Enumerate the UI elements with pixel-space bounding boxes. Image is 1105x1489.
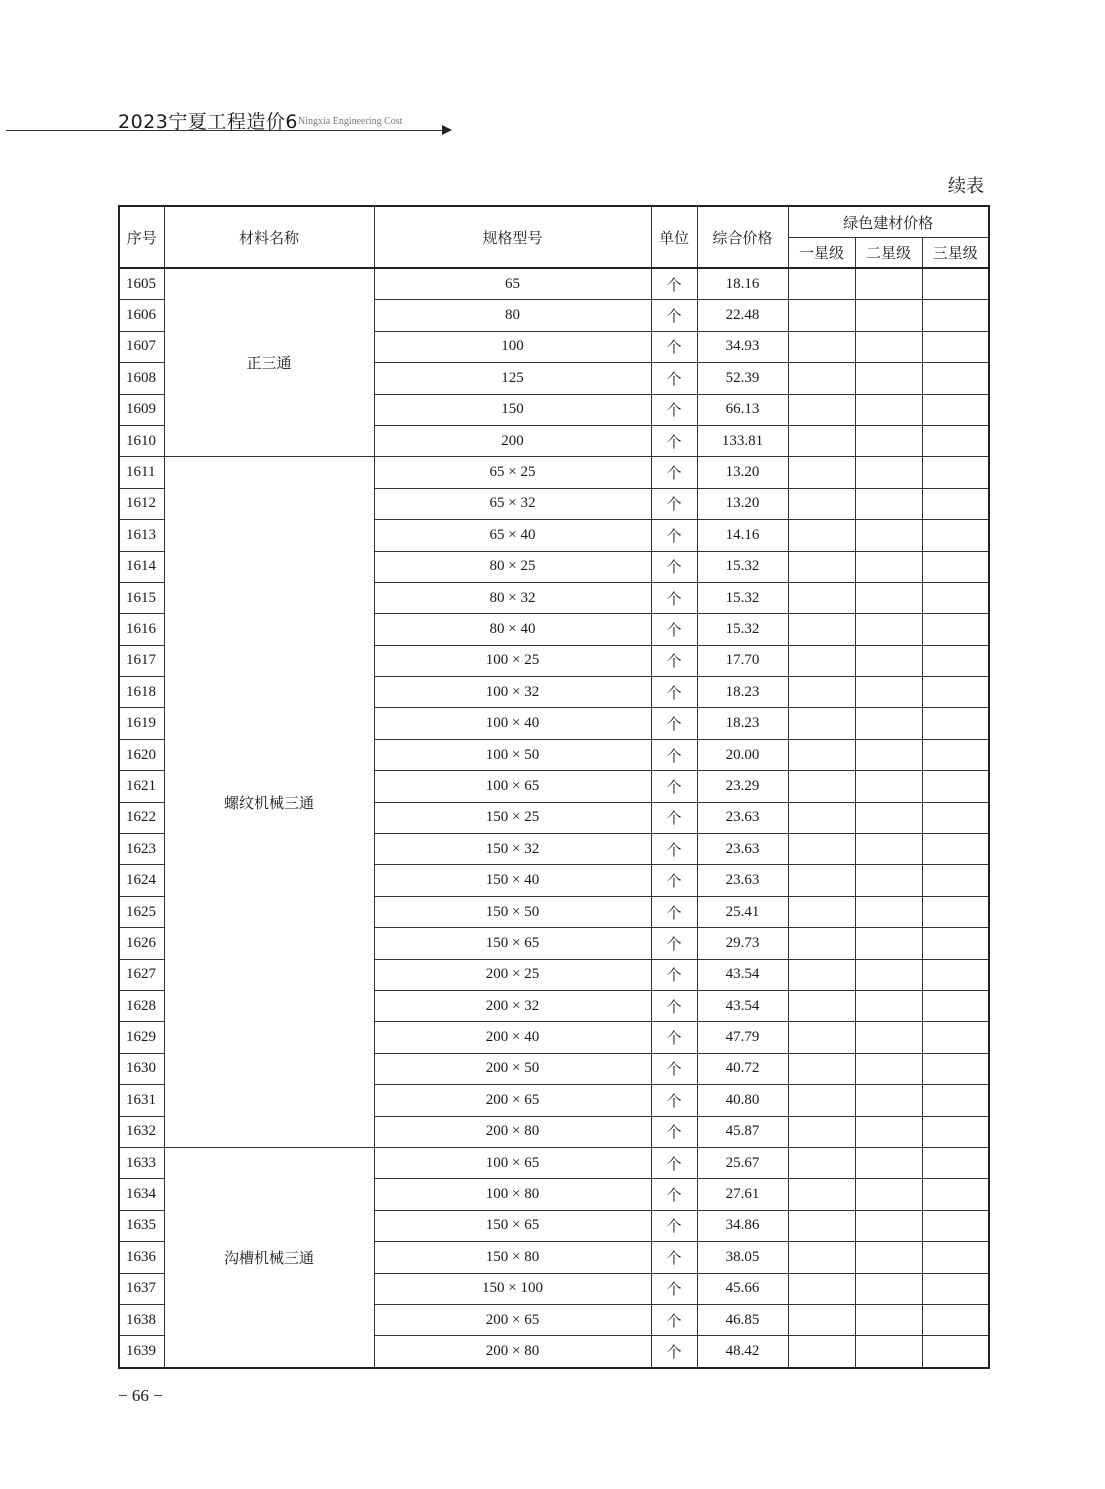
cell-unit: 个 [651, 394, 697, 425]
cell-seq: 1632 [119, 1116, 164, 1147]
cell-unit: 个 [651, 268, 697, 300]
cell-spec: 100 × 40 [374, 708, 651, 739]
cell-star2 [855, 1179, 922, 1210]
cell-seq: 1630 [119, 1053, 164, 1084]
cell-star2 [855, 1116, 922, 1147]
cell-unit: 个 [651, 928, 697, 959]
cell-unit: 个 [651, 645, 697, 676]
cell-seq: 1628 [119, 990, 164, 1021]
cell-spec: 80 [374, 300, 651, 331]
cell-spec: 200 × 65 [374, 1304, 651, 1335]
cell-price: 25.41 [697, 896, 788, 927]
cell-unit: 个 [651, 1304, 697, 1335]
cell-spec: 200 × 32 [374, 990, 651, 1021]
cell-star1 [788, 802, 855, 833]
cell-star2 [855, 268, 922, 300]
cell-spec: 65 × 32 [374, 488, 651, 519]
cell-star2 [855, 520, 922, 551]
cell-price: 25.67 [697, 1147, 788, 1178]
cell-star1 [788, 1116, 855, 1147]
cell-star1 [788, 834, 855, 865]
cell-price: 23.29 [697, 771, 788, 802]
cell-spec: 125 [374, 363, 651, 394]
cell-star2 [855, 771, 922, 802]
cell-star3 [922, 896, 989, 927]
cell-price: 15.32 [697, 614, 788, 645]
cell-spec: 150 × 100 [374, 1273, 651, 1304]
cell-star3 [922, 488, 989, 519]
cell-price: 48.42 [697, 1336, 788, 1368]
journal-title: 2023宁夏工程造价6 [118, 111, 298, 133]
cell-star1 [788, 614, 855, 645]
cell-star1 [788, 771, 855, 802]
cell-price: 47.79 [697, 1022, 788, 1053]
cell-star2 [855, 1085, 922, 1116]
cell-star3 [922, 1179, 989, 1210]
cell-spec: 200 × 50 [374, 1053, 651, 1084]
cell-star3 [922, 551, 989, 582]
cell-star1 [788, 1022, 855, 1053]
header-price: 综合价格 [697, 206, 788, 268]
cell-star1 [788, 1304, 855, 1335]
cell-star3 [922, 677, 989, 708]
cell-price: 27.61 [697, 1179, 788, 1210]
cell-unit: 个 [651, 1336, 697, 1368]
cell-spec: 100 × 80 [374, 1179, 651, 1210]
cell-price: 40.72 [697, 1053, 788, 1084]
cell-seq: 1606 [119, 300, 164, 331]
cell-star3 [922, 1210, 989, 1241]
cell-seq: 1613 [119, 520, 164, 551]
cell-spec: 80 × 32 [374, 582, 651, 613]
cell-star1 [788, 1273, 855, 1304]
cell-star1 [788, 1210, 855, 1241]
cell-star2 [855, 677, 922, 708]
cell-seq: 1609 [119, 394, 164, 425]
cell-star2 [855, 457, 922, 488]
continued-label: 续表 [948, 176, 984, 197]
cell-star1 [788, 457, 855, 488]
cell-star3 [922, 865, 989, 896]
cell-spec: 80 × 25 [374, 551, 651, 582]
header-seq: 序号 [119, 206, 164, 268]
cell-star1 [788, 1242, 855, 1273]
cell-star1 [788, 551, 855, 582]
cell-star2 [855, 959, 922, 990]
cell-price: 40.80 [697, 1085, 788, 1116]
cell-star3 [922, 425, 989, 456]
cell-unit: 个 [651, 896, 697, 927]
cell-unit: 个 [651, 1053, 697, 1084]
cell-price: 46.85 [697, 1304, 788, 1335]
cell-star3 [922, 268, 989, 300]
cell-star2 [855, 331, 922, 362]
cell-unit: 个 [651, 300, 697, 331]
cell-seq: 1621 [119, 771, 164, 802]
cell-star2 [855, 928, 922, 959]
cell-star3 [922, 331, 989, 362]
cell-price: 29.73 [697, 928, 788, 959]
cell-price: 20.00 [697, 739, 788, 770]
cell-star3 [922, 771, 989, 802]
cell-seq: 1622 [119, 802, 164, 833]
cell-unit: 个 [651, 834, 697, 865]
cell-star1 [788, 677, 855, 708]
table-row [119, 457, 989, 488]
cell-unit: 个 [651, 802, 697, 833]
cell-seq: 1620 [119, 739, 164, 770]
cell-star1 [788, 739, 855, 770]
cell-spec: 200 [374, 425, 651, 456]
cell-seq: 1634 [119, 1179, 164, 1210]
cell-seq: 1623 [119, 834, 164, 865]
cell-unit: 个 [651, 771, 697, 802]
cell-star2 [855, 582, 922, 613]
cell-price: 18.16 [697, 268, 788, 300]
header-green-price: 绿色建材价格 [788, 206, 989, 238]
cell-star2 [855, 1210, 922, 1241]
cell-star2 [855, 425, 922, 456]
cell-material-name: 螺纹机械三通 [164, 457, 374, 1148]
cell-unit: 个 [651, 488, 697, 519]
cell-spec: 200 × 80 [374, 1116, 651, 1147]
cell-seq: 1611 [119, 457, 164, 488]
header-unit: 单位 [651, 206, 697, 268]
cell-star1 [788, 928, 855, 959]
cell-star1 [788, 708, 855, 739]
cell-star3 [922, 1116, 989, 1147]
cell-star3 [922, 802, 989, 833]
cell-seq: 1618 [119, 677, 164, 708]
cell-star2 [855, 1304, 922, 1335]
cell-unit: 个 [651, 1273, 697, 1304]
header-star1: 一星级 [788, 238, 855, 269]
cell-star2 [855, 614, 922, 645]
cell-star1 [788, 300, 855, 331]
cell-star2 [855, 1242, 922, 1273]
cell-star2 [855, 645, 922, 676]
cell-star1 [788, 1336, 855, 1368]
cell-price: 15.32 [697, 551, 788, 582]
cell-star3 [922, 582, 989, 613]
cell-price: 133.81 [697, 425, 788, 456]
cell-spec: 150 × 65 [374, 1210, 651, 1241]
cell-spec: 150 × 50 [374, 896, 651, 927]
cell-star3 [922, 1273, 989, 1304]
cell-seq: 1605 [119, 268, 164, 300]
cell-material-name: 正三通 [164, 268, 374, 457]
cell-seq: 1612 [119, 488, 164, 519]
cell-star3 [922, 1336, 989, 1368]
cell-price: 17.70 [697, 645, 788, 676]
cell-star2 [855, 300, 922, 331]
cell-unit: 个 [651, 363, 697, 394]
cell-spec: 200 × 25 [374, 959, 651, 990]
cell-star2 [855, 990, 922, 1021]
cell-unit: 个 [651, 1085, 697, 1116]
cell-star2 [855, 1336, 922, 1368]
cell-seq: 1626 [119, 928, 164, 959]
cell-price: 23.63 [697, 802, 788, 833]
cell-price: 14.16 [697, 520, 788, 551]
cell-spec: 150 × 65 [374, 928, 651, 959]
cell-price: 15.32 [697, 582, 788, 613]
cell-star3 [922, 1147, 989, 1178]
cell-unit: 个 [651, 551, 697, 582]
cell-star2 [855, 1273, 922, 1304]
cell-price: 18.23 [697, 708, 788, 739]
cell-spec: 100 [374, 331, 651, 362]
cell-star1 [788, 990, 855, 1021]
cell-star1 [788, 896, 855, 927]
cell-star3 [922, 645, 989, 676]
cell-seq: 1638 [119, 1304, 164, 1335]
cell-seq: 1637 [119, 1273, 164, 1304]
cell-unit: 个 [651, 1116, 697, 1147]
cell-price: 18.23 [697, 677, 788, 708]
cell-star3 [922, 1085, 989, 1116]
cell-star1 [788, 582, 855, 613]
cell-price: 66.13 [697, 394, 788, 425]
cell-star1 [788, 363, 855, 394]
cell-star3 [922, 394, 989, 425]
cell-price: 38.05 [697, 1242, 788, 1273]
table-row [119, 1147, 989, 1178]
cell-star1 [788, 520, 855, 551]
cell-unit: 个 [651, 582, 697, 613]
cell-star2 [855, 802, 922, 833]
cell-seq: 1619 [119, 708, 164, 739]
cell-price: 52.39 [697, 363, 788, 394]
cell-unit: 个 [651, 990, 697, 1021]
cell-star3 [922, 520, 989, 551]
cell-seq: 1635 [119, 1210, 164, 1241]
cell-seq: 1639 [119, 1336, 164, 1368]
cell-unit: 个 [651, 331, 697, 362]
table-row [119, 268, 989, 300]
cell-unit: 个 [651, 677, 697, 708]
cell-seq: 1608 [119, 363, 164, 394]
cell-unit: 个 [651, 1179, 697, 1210]
cell-unit: 个 [651, 520, 697, 551]
cell-material-name: 沟槽机械三通 [164, 1147, 374, 1367]
cell-star2 [855, 488, 922, 519]
cell-unit: 个 [651, 1242, 697, 1273]
cell-spec: 100 × 32 [374, 677, 651, 708]
cell-star3 [922, 1022, 989, 1053]
cell-star3 [922, 1053, 989, 1084]
cell-seq: 1617 [119, 645, 164, 676]
cell-unit: 个 [651, 739, 697, 770]
cell-seq: 1624 [119, 865, 164, 896]
cell-star3 [922, 363, 989, 394]
cell-star1 [788, 1179, 855, 1210]
cell-seq: 1610 [119, 425, 164, 456]
cell-star2 [855, 1022, 922, 1053]
cell-star1 [788, 394, 855, 425]
price-table [118, 205, 990, 1369]
cell-unit: 个 [651, 457, 697, 488]
header-spec: 规格型号 [374, 206, 651, 268]
cell-star3 [922, 834, 989, 865]
cell-star1 [788, 425, 855, 456]
cell-seq: 1615 [119, 582, 164, 613]
page-number: − 66 − [118, 1386, 163, 1405]
cell-star3 [922, 1242, 989, 1273]
cell-unit: 个 [651, 425, 697, 456]
cell-spec: 200 × 80 [374, 1336, 651, 1368]
cell-star2 [855, 394, 922, 425]
cell-seq: 1625 [119, 896, 164, 927]
cell-spec: 65 [374, 268, 651, 300]
cell-unit: 个 [651, 708, 697, 739]
cell-price: 13.20 [697, 488, 788, 519]
cell-seq: 1631 [119, 1085, 164, 1116]
cell-star1 [788, 1053, 855, 1084]
cell-seq: 1607 [119, 331, 164, 362]
cell-seq: 1633 [119, 1147, 164, 1178]
cell-star1 [788, 488, 855, 519]
cell-price: 43.54 [697, 959, 788, 990]
cell-spec: 100 × 65 [374, 1147, 651, 1178]
cell-spec: 65 × 25 [374, 457, 651, 488]
running-header [0, 104, 460, 140]
cell-seq: 1614 [119, 551, 164, 582]
cell-spec: 65 × 40 [374, 520, 651, 551]
cell-spec: 150 × 40 [374, 865, 651, 896]
cell-price: 23.63 [697, 865, 788, 896]
cell-unit: 个 [651, 1022, 697, 1053]
cell-star2 [855, 363, 922, 394]
cell-unit: 个 [651, 614, 697, 645]
cell-star2 [855, 834, 922, 865]
cell-spec: 80 × 40 [374, 614, 651, 645]
cell-spec: 100 × 65 [374, 771, 651, 802]
cell-star3 [922, 739, 989, 770]
cell-star3 [922, 990, 989, 1021]
cell-star2 [855, 1147, 922, 1178]
header-name: 材料名称 [164, 206, 374, 268]
table-body [119, 268, 989, 1368]
cell-price: 34.93 [697, 331, 788, 362]
cell-spec: 150 × 25 [374, 802, 651, 833]
cell-spec: 150 × 32 [374, 834, 651, 865]
cell-seq: 1636 [119, 1242, 164, 1273]
cell-seq: 1629 [119, 1022, 164, 1053]
cell-star1 [788, 645, 855, 676]
cell-unit: 个 [651, 865, 697, 896]
cell-unit: 个 [651, 959, 697, 990]
cell-star1 [788, 1085, 855, 1116]
cell-price: 13.20 [697, 457, 788, 488]
cell-star3 [922, 959, 989, 990]
cell-star1 [788, 865, 855, 896]
cell-spec: 100 × 50 [374, 739, 651, 770]
cell-spec: 150 [374, 394, 651, 425]
cell-spec: 150 × 80 [374, 1242, 651, 1273]
cell-star1 [788, 268, 855, 300]
cell-star3 [922, 614, 989, 645]
cell-seq: 1616 [119, 614, 164, 645]
header-star2: 二星级 [855, 238, 922, 269]
cell-star1 [788, 1147, 855, 1178]
cell-spec: 200 × 65 [374, 1085, 651, 1116]
cell-star3 [922, 928, 989, 959]
cell-spec: 100 × 25 [374, 645, 651, 676]
header-rule [6, 130, 446, 131]
cell-price: 23.63 [697, 834, 788, 865]
cell-price: 45.87 [697, 1116, 788, 1147]
cell-price: 43.54 [697, 990, 788, 1021]
cell-unit: 个 [651, 1210, 697, 1241]
cell-star2 [855, 551, 922, 582]
cell-spec: 200 × 40 [374, 1022, 651, 1053]
cell-price: 34.86 [697, 1210, 788, 1241]
cell-star1 [788, 331, 855, 362]
cell-star2 [855, 865, 922, 896]
arrow-right-icon [442, 125, 452, 135]
cell-star3 [922, 1304, 989, 1335]
cell-price: 22.48 [697, 300, 788, 331]
cell-seq: 1627 [119, 959, 164, 990]
cell-star3 [922, 708, 989, 739]
cell-star2 [855, 896, 922, 927]
cell-unit: 个 [651, 1147, 697, 1178]
header-star3: 三星级 [922, 238, 989, 269]
journal-subtitle: Ningxia Engineering Cost [298, 116, 403, 127]
cell-star2 [855, 1053, 922, 1084]
cell-star3 [922, 300, 989, 331]
cell-star2 [855, 708, 922, 739]
cell-price: 45.66 [697, 1273, 788, 1304]
cell-star3 [922, 457, 989, 488]
cell-star2 [855, 739, 922, 770]
cell-star1 [788, 959, 855, 990]
